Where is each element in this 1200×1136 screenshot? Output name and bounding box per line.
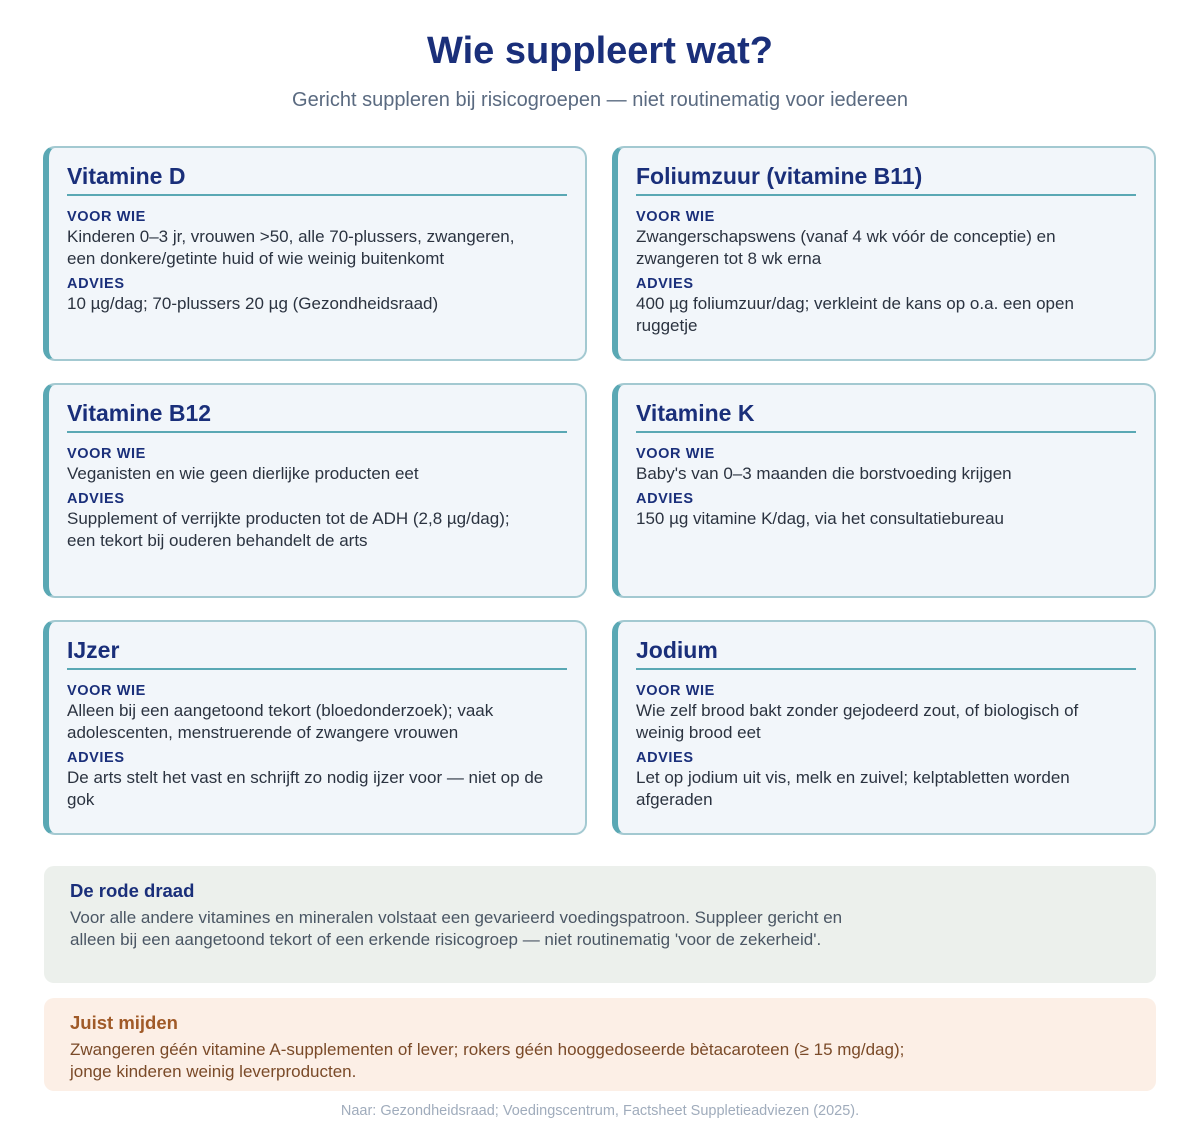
who-label: VOOR WIE — [67, 209, 146, 225]
advice-label: ADVIES — [636, 276, 694, 292]
advice-label: ADVIES — [67, 276, 125, 292]
card-title: Vitamine K — [636, 399, 1136, 433]
source-footnote: Naar: Gezondheidsraad; Voedingscentrum, Factsheet Suppletieadviezen (2025). — [340, 1103, 860, 1119]
advice-label: ADVIES — [636, 750, 694, 766]
who-label: VOOR WIE — [67, 446, 146, 462]
card-foliumzuur — [612, 146, 1156, 361]
advice-text: 400 µg foliumzuur/dag; verkleint de kans op o.a. een open ruggetje — [636, 294, 1074, 335]
advice-text: 10 µg/dag; 70-plussers 20 µg (Gezondheidsraad) — [67, 294, 439, 313]
advice-label: ADVIES — [67, 750, 125, 766]
juist-mijden-box — [44, 998, 1156, 1091]
card-vitamine-b12 — [43, 383, 587, 598]
who-label: VOOR WIE — [636, 209, 715, 225]
who-text: Kinderen 0–3 jr, vrouwen >50, alle 70-plussers, zwangeren, een donkere/getinte huid of wie weinig buitenkomt — [67, 227, 515, 268]
advice-text: Supplement of verrijkte producten tot de ADH (2,8 µg/dag); een tekort bij ouderen behandelt de arts — [67, 509, 510, 550]
who-label: VOOR WIE — [636, 446, 715, 462]
card-title: Vitamine D — [67, 162, 567, 196]
card-vitamine-d — [43, 146, 587, 361]
advice-label: ADVIES — [636, 491, 694, 507]
card-vitamine-k — [612, 383, 1156, 598]
card-jodium — [612, 620, 1156, 835]
advice-text: De arts stelt het vast en schrijft zo nodig ijzer voor — niet op de gok — [67, 768, 544, 809]
rode-draad-title: De rode draad — [70, 880, 195, 901]
who-label: VOOR WIE — [67, 683, 146, 699]
card-title: IJzer — [67, 636, 567, 670]
rode-draad-box — [44, 866, 1156, 983]
juist-mijden-title: Juist mijden — [70, 1012, 178, 1033]
advice-label: ADVIES — [67, 491, 125, 507]
page-title: Wie suppleert wat? — [427, 30, 773, 72]
rode-draad-text: Voor alle andere vitamines en mineralen volstaat een gevarieerd voedingspatroon. Suppleer gericht en alleen bij een aangetoond tekort of een erkende risicogroep — niet routinematig 'voor de zekerheid'. — [70, 908, 843, 949]
who-text: Alleen bij een aangetoond tekort (bloedonderzoek); vaak adolescenten, menstruerende of zwangere vrouwen — [67, 701, 494, 742]
who-text: Baby's van 0–3 maanden die borstvoeding krijgen — [636, 464, 1012, 483]
card-title: Vitamine B12 — [67, 399, 567, 433]
card-title: Jodium — [636, 636, 1136, 670]
card-title: Foliumzuur (vitamine B11) — [636, 162, 1136, 196]
juist-mijden-text: Zwangeren géén vitamine A-supplementen of lever; rokers géén hooggedoseerde bètacaroteen (≥ 15 mg/dag); jonge kinderen weinig leverproducten. — [70, 1040, 905, 1081]
advice-text: Let op jodium uit vis, melk en zuivel; kelptabletten worden afgeraden — [636, 768, 1070, 809]
who-text: Zwangerschapswens (vanaf 4 wk vóór de conceptie) en zwangeren tot 8 wk erna — [636, 227, 1056, 268]
card-ijzer — [43, 620, 587, 835]
who-label: VOOR WIE — [636, 683, 715, 699]
who-text: Wie zelf brood bakt zonder gejodeerd zout, of biologisch of weinig brood eet — [636, 701, 1079, 742]
who-text: Veganisten en wie geen dierlijke producten eet — [67, 464, 419, 483]
advice-text: 150 µg vitamine K/dag, via het consultatiebureau — [636, 509, 1004, 528]
page-subtitle: Gericht suppleren bij risicogroepen — niet routinematig voor iedereen — [292, 89, 908, 111]
